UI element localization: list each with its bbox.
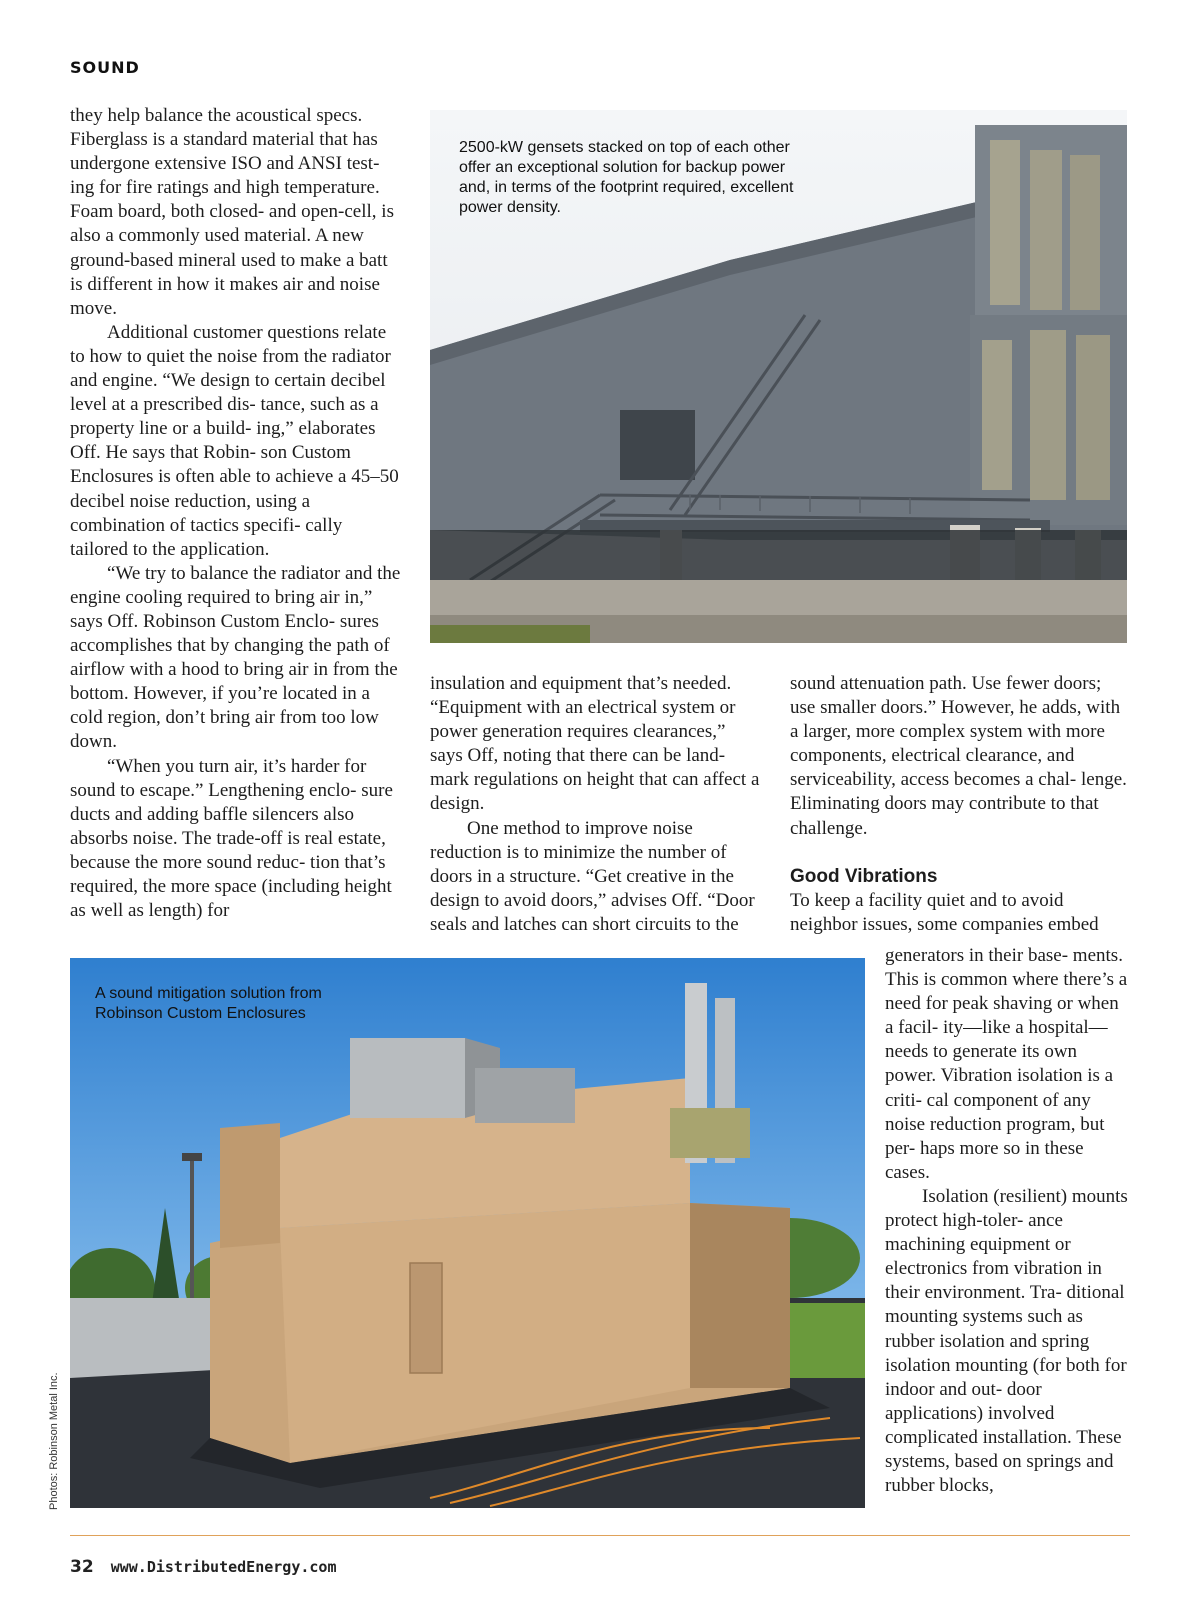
paragraph: generators in their base- ments. This is common where there’s a need for peak shaving or when a facil- ity—like a hospital—needs to generate its own power. Vibration isolation is a criti- cal component of any noise reduction program, but per- haps more so in these cases. xyxy=(885,945,1128,1183)
caption-bottom: A sound mitigation solution from Robinson Custom Enclosures xyxy=(95,985,322,1022)
paragraph: One method to improve noise reduction is to minimize the number of doors in a structure. “Get creative in the design to avoid doors,” advises Off. “Door seals and latches can short circuits to the xyxy=(430,817,755,935)
paragraph: sound attenuation path. Use fewer doors; use smaller doors.” However, he adds, with a larger, more complex system with more components, electrical clearance, and serviceability, access becomes a chal- lenge. Eliminating doors may contribute to that challenge. xyxy=(790,673,1127,839)
middle-column xyxy=(430,672,760,937)
paragraph: Additional customer questions relate to how to quiet the noise from the radiator and engine. “We design to certain decibel level at a prescribed dis- tance, such as a property line or a build- ing,” elaborates Off. He says that Robin- son Custom Enclosures is often able to achieve a 45–50 decibel noise reduction, using a combination of tactics specifi- cally tailored to the application. xyxy=(70,321,399,560)
footer-rule xyxy=(70,1535,1130,1536)
photo-sound-mitigation-enclosure xyxy=(70,958,865,1508)
paragraph: “We try to balance the radiator and the engine cooling required to bring air in,” says Off. Robinson Custom Enclo- sures accomplishes that by changing the path of airflow with a hood to bring air in from the bottom. However, if you’re located in a cold region, don’t bring air from too low down. xyxy=(70,562,401,753)
paragraph: they help balance the acoustical specs. Fiberglass is a standard material that has undergone extensive ISO and ANSI test- ing for fire ratings and high temperature. Foam board, both closed- and open-cell, is also a commonly used material. A new ground-based mineral used to make a batt is different in how it makes air and noise move. xyxy=(70,105,394,319)
section-label: SOUND xyxy=(70,58,140,77)
caption-top: 2500-kW gensets stacked on top of each other offer an exceptional solution for backup power and, in terms of the footprint required, excellent power density. xyxy=(459,139,794,216)
paragraph: To keep a facility quiet and to avoid neighbor issues, some companies embed xyxy=(790,889,1099,935)
right-column xyxy=(790,672,1130,937)
right-column-narrow xyxy=(885,944,1130,1498)
footer-url[interactable]: www.DistributedEnergy.com xyxy=(110,1558,337,1576)
subhead-good-vibrations: Good Vibrations xyxy=(790,865,938,887)
footer xyxy=(70,1557,336,1577)
paragraph: Isolation (resilient) mounts protect high-toler- ance machining equipment or electronics from vibration in their environment. Tra- ditional mounting systems such as rubber isolation and spring isolation mounting (for both for indoor and out- door applications) involved complicated installation. These systems, based on springs and rubber blocks, xyxy=(885,1185,1128,1497)
left-column xyxy=(70,104,402,923)
page-number: 32 xyxy=(70,1557,94,1577)
paragraph: “When you turn air, it’s harder for sound to escape.” Lengthening enclo- sure ducts and adding baffle silencers also absorbs noise. The trade-off is real estate, because the more sound reduc- tion that’s required, the more space (including height as well as length) for xyxy=(70,755,393,922)
paragraph: insulation and equipment that’s needed. “Equipment with an electrical system or power generation requires clearances,” says Off, noting that there can be land- mark regulations on height that can affect a design. xyxy=(430,673,760,815)
photo-credit: Photos: Robinson Metal Inc. xyxy=(48,1372,60,1510)
